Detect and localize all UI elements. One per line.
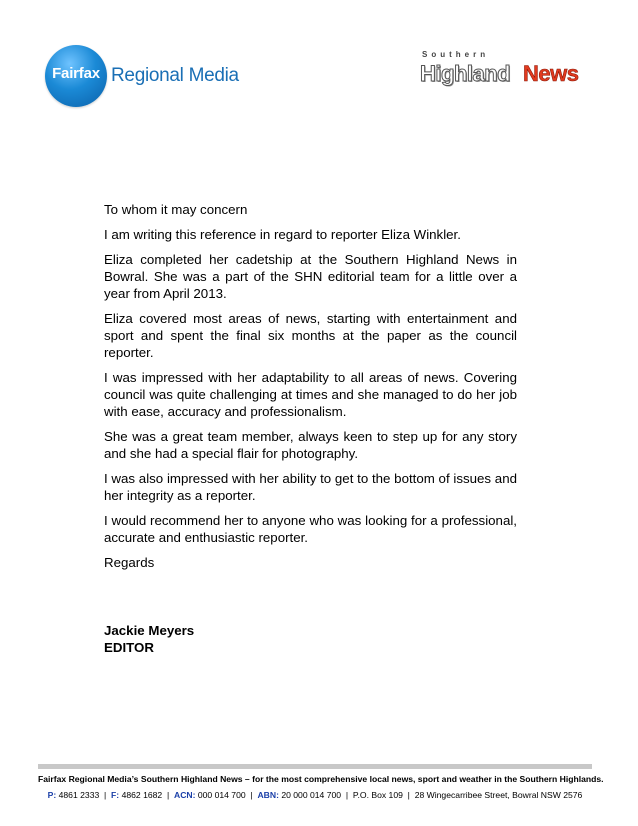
- phone-label: P:: [47, 790, 57, 800]
- abn-number: 20 000 014 700: [281, 790, 342, 800]
- shn-logo-news: News: [523, 61, 579, 86]
- fairfax-regional-media-logo: [45, 45, 239, 109]
- signature-block: [104, 622, 194, 656]
- salutation: To whom it may concern: [104, 202, 248, 217]
- street-address: 28 Wingecarribee Street, Bowral NSW 2576: [414, 790, 583, 800]
- acn-number: 000 014 700: [197, 790, 246, 800]
- fairfax-logo-name: Regional Media: [111, 65, 239, 86]
- paragraph: She was a great team member, always keen to step up for any story and she had a special flair for photography.: [104, 429, 517, 461]
- fax-number: 4862 1682: [121, 790, 163, 800]
- closing: Regards: [104, 555, 155, 570]
- fax-label: F:: [111, 790, 120, 800]
- signer-title: EDITOR: [104, 640, 154, 655]
- footer-divider: [38, 764, 592, 769]
- footer-tagline: Fairfax Regional Media’s Southern Highland News – for the most comprehensive local news, sport and weather in the Southern Highlands.: [38, 774, 604, 784]
- acn-label: ACN:: [173, 790, 196, 800]
- fairfax-badge: [45, 45, 107, 107]
- separator: |: [248, 790, 256, 800]
- separator: |: [343, 790, 351, 800]
- shn-logo-highland: Highland: [420, 61, 511, 86]
- footer-contact-line: [38, 790, 592, 800]
- separator: |: [101, 790, 109, 800]
- shn-logo-top: Southern: [422, 50, 490, 59]
- letter-body: [104, 201, 517, 579]
- paragraph: I am writing this reference in regard to reporter Eliza Winkler.: [104, 227, 461, 242]
- phone-number: 4861 2333: [58, 790, 100, 800]
- paragraph: I was also impressed with her ability to get to the bottom of issues and her integrity as a reporter.: [104, 471, 517, 503]
- abn-label: ABN:: [257, 790, 279, 800]
- po-box: P.O. Box 109: [352, 790, 403, 800]
- fairfax-badge-text: Fairfax: [52, 65, 100, 82]
- separator: |: [164, 790, 172, 800]
- paragraph: Eliza completed her cadetship at the Southern Highland News in Bowral. She was a part of the SHN editorial team for a little over a year from April 2013.: [104, 252, 517, 301]
- paragraph: I was impressed with her adaptability to all areas of news. Covering council was quite challenging at times and she managed to do her job with ease, accuracy and professionalism.: [104, 370, 517, 419]
- signer-name: Jackie Meyers: [104, 623, 195, 638]
- separator: |: [405, 790, 413, 800]
- paragraph: Eliza covered most areas of news, starting with entertainment and sport and spent the final six months at the paper as the council reporter.: [104, 311, 517, 360]
- southern-highland-news-logo: [420, 50, 596, 90]
- paragraph: I would recommend her to anyone who was looking for a professional, accurate and enthusiastic reporter.: [104, 513, 517, 545]
